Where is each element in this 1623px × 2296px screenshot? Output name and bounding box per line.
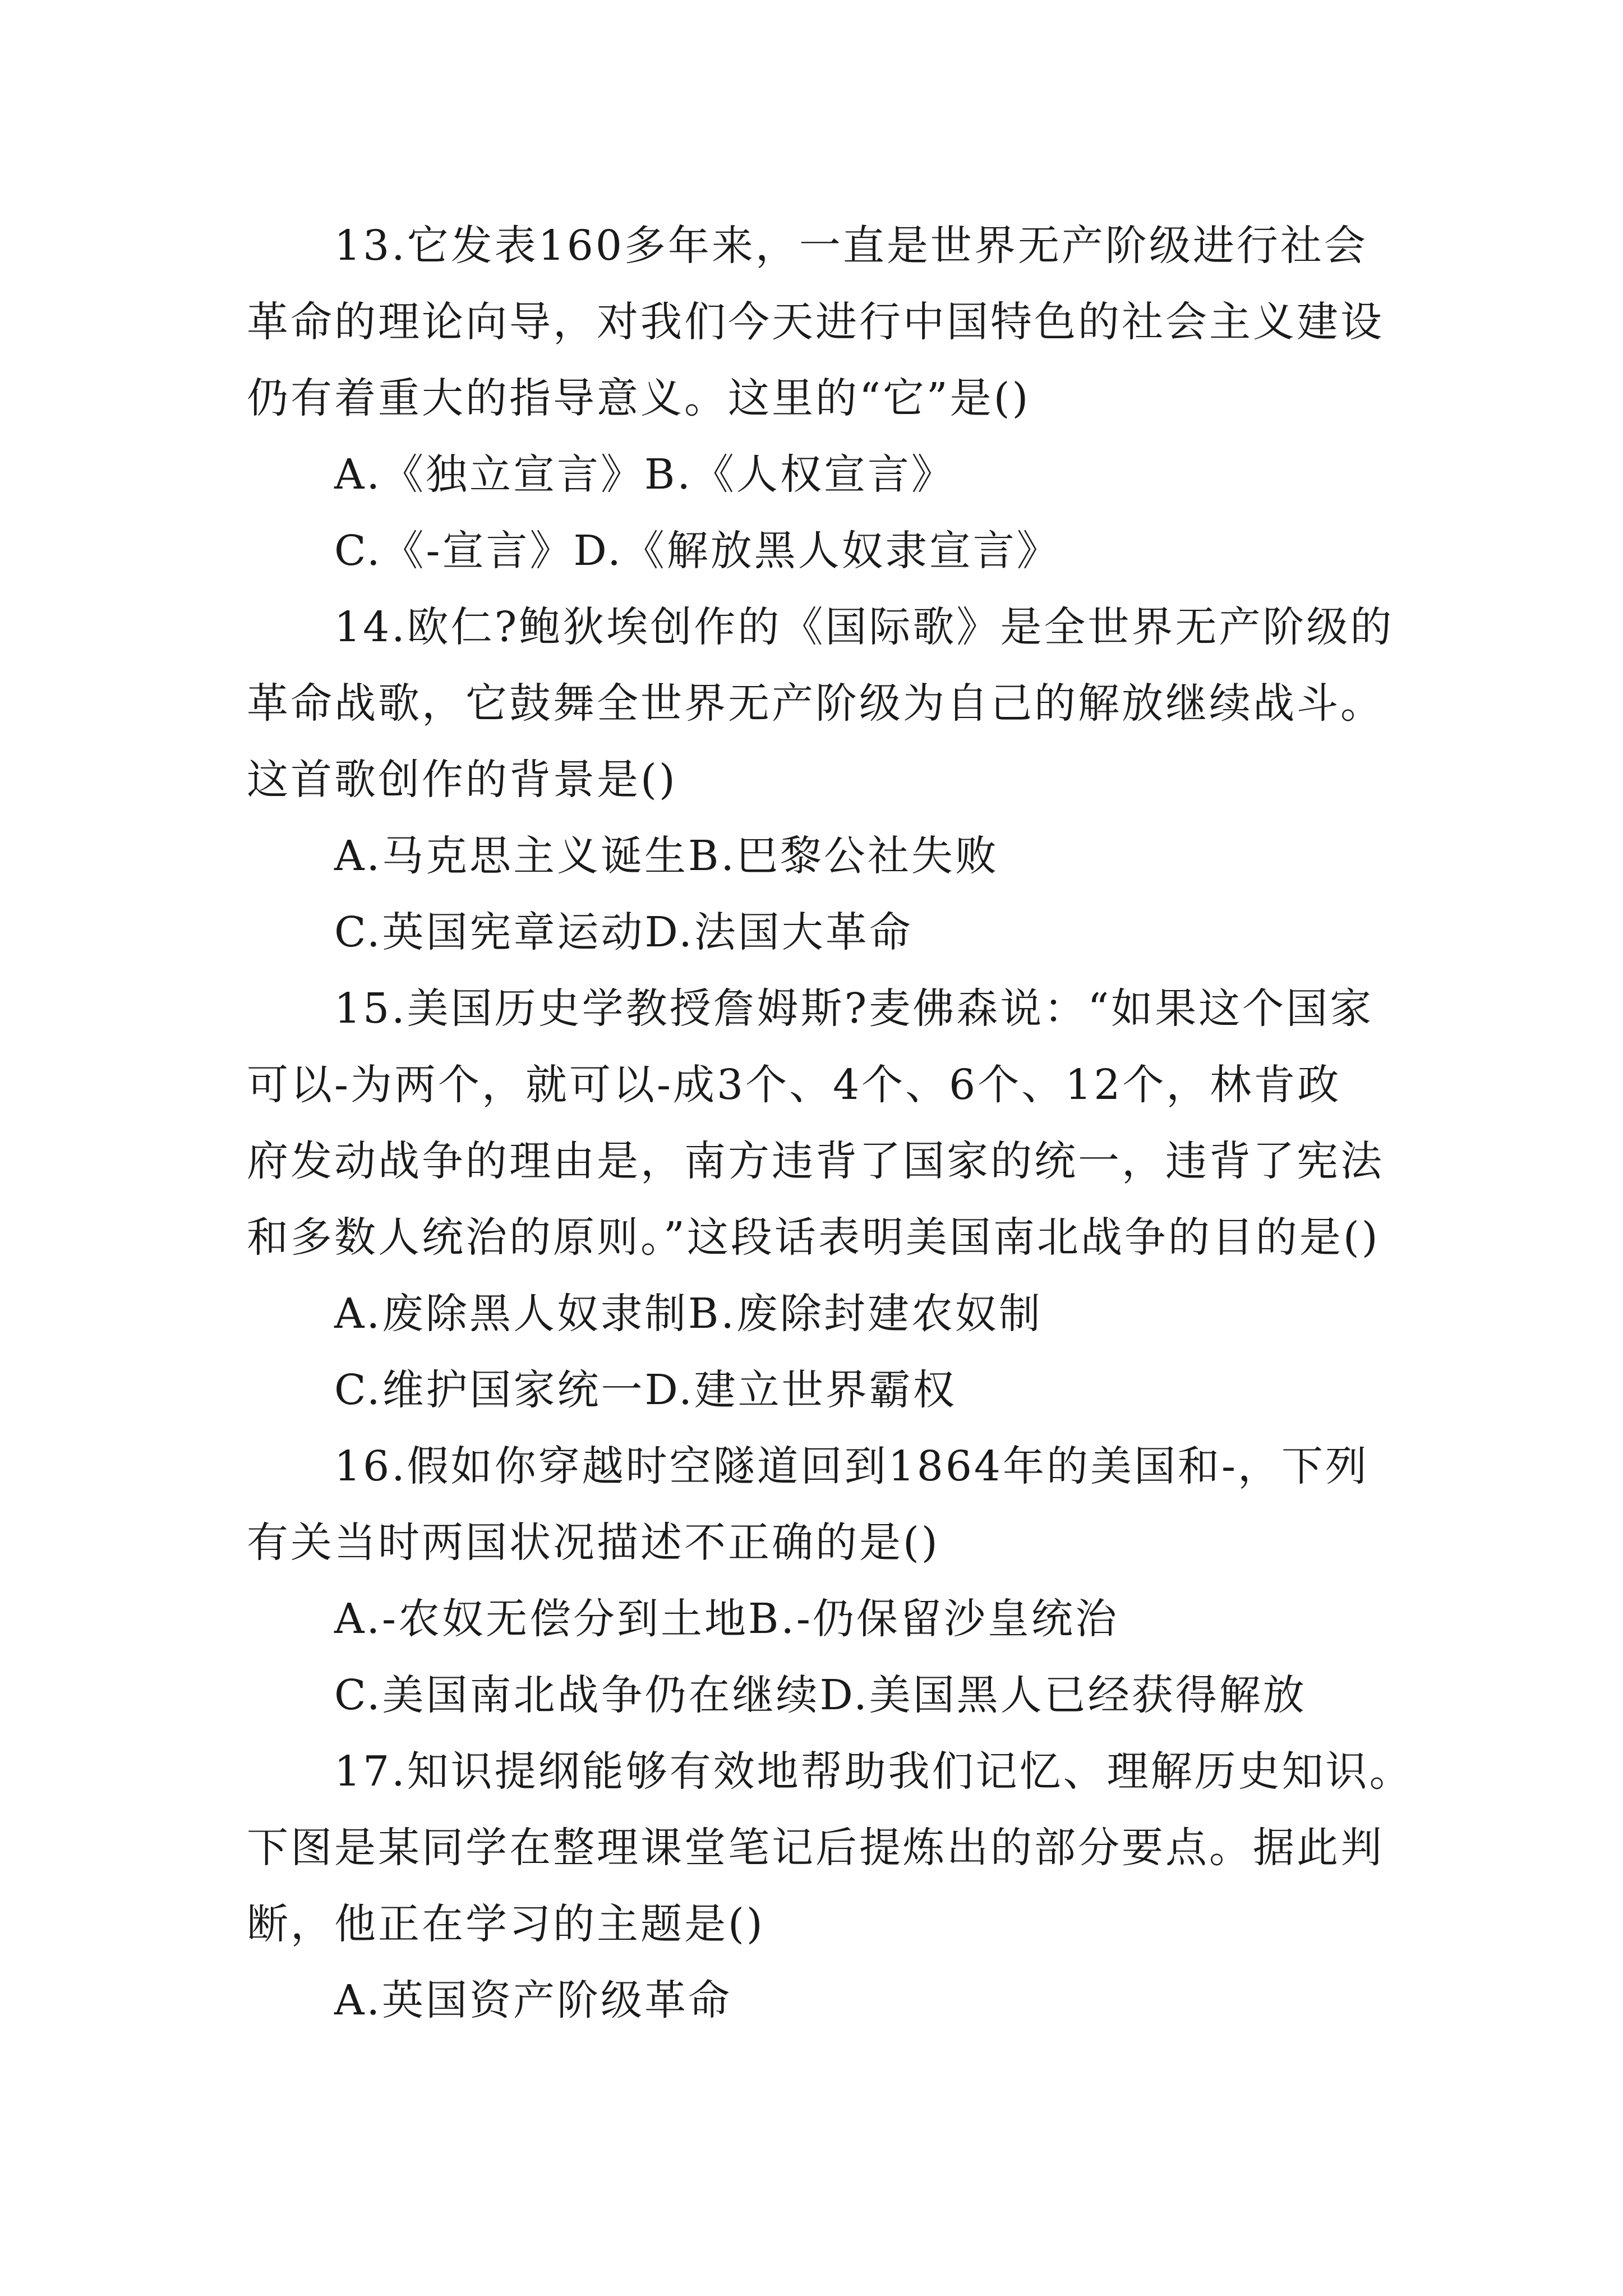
answer-options-line: C.美国南北战争仍在继续D.美国黑人已经获得解放 [334,1671,1307,1719]
answer-options-line: C.《-宣言》D.《解放黑人奴隶宣言》 [334,527,1061,575]
text-line: 下图是某同学在整理课堂笔记后提炼出的部分要点。据此判 [247,1824,1384,1872]
text-line: 14.欧仁?鲍狄埃创作的《国际歌》是全世界无产阶级的 [334,603,1394,651]
answer-options-line: C.维护国家统一D.建立世界霸权 [334,1366,957,1414]
text-line: 15.美国历史学教授詹姆斯?麦佛森说：“如果这个国家 [334,984,1374,1033]
answer-options-line: A.废除黑人奴隶制B.废除封建农奴制 [334,1290,1043,1338]
answer-options-line: A.英国资产阶级革命 [334,1976,732,2024]
text-line: 断，他正在学习的主题是() [247,1900,765,1948]
answer-options-line: A.马克思主义诞生B.巴黎公社失败 [334,832,999,880]
question-text-block [247,208,1413,2039]
text-line: 府发动战争的理由是，南方违背了国家的统一，违背了宪法 [247,1137,1384,1185]
text-line: 13.它发表160多年来，一直是世界无产阶级进行社会 [334,222,1368,270]
text-line: 仍有着重大的指导意义。这里的“它”是() [247,374,1031,422]
text-line: 可以-为两个，就可以-成3个、4个、6个、12个，林肯政 [247,1061,1341,1109]
text-line: 和多数人统治的原则。”这段话表明美国南北战争的目的是() [247,1213,1380,1262]
text-line: 革命的理论向导，对我们今天进行中国特色的社会主义建设 [247,298,1384,346]
text-line: 17.知识提纲能够有效地帮助我们记忆、理解历史知识。 [334,1747,1413,1796]
text-line: 革命战歌，它鼓舞全世界无产阶级为自己的解放继续战斗。 [247,679,1384,728]
text-line: 这首歌创作的背景是() [247,756,677,804]
text-line: 有关当时两国状况描述不正确的是() [247,1519,940,1567]
answer-options-line: A.《独立宣言》B.《人权宣言》 [334,450,955,499]
answer-options-line: A.-农奴无偿分到土地B.-仍保留沙皇统治 [334,1595,1119,1643]
text-line: 16.假如你穿越时空隧道回到1864年的美国和-，下列 [334,1442,1370,1490]
answer-options-line: C.英国宪章运动D.法国大革命 [334,908,913,956]
